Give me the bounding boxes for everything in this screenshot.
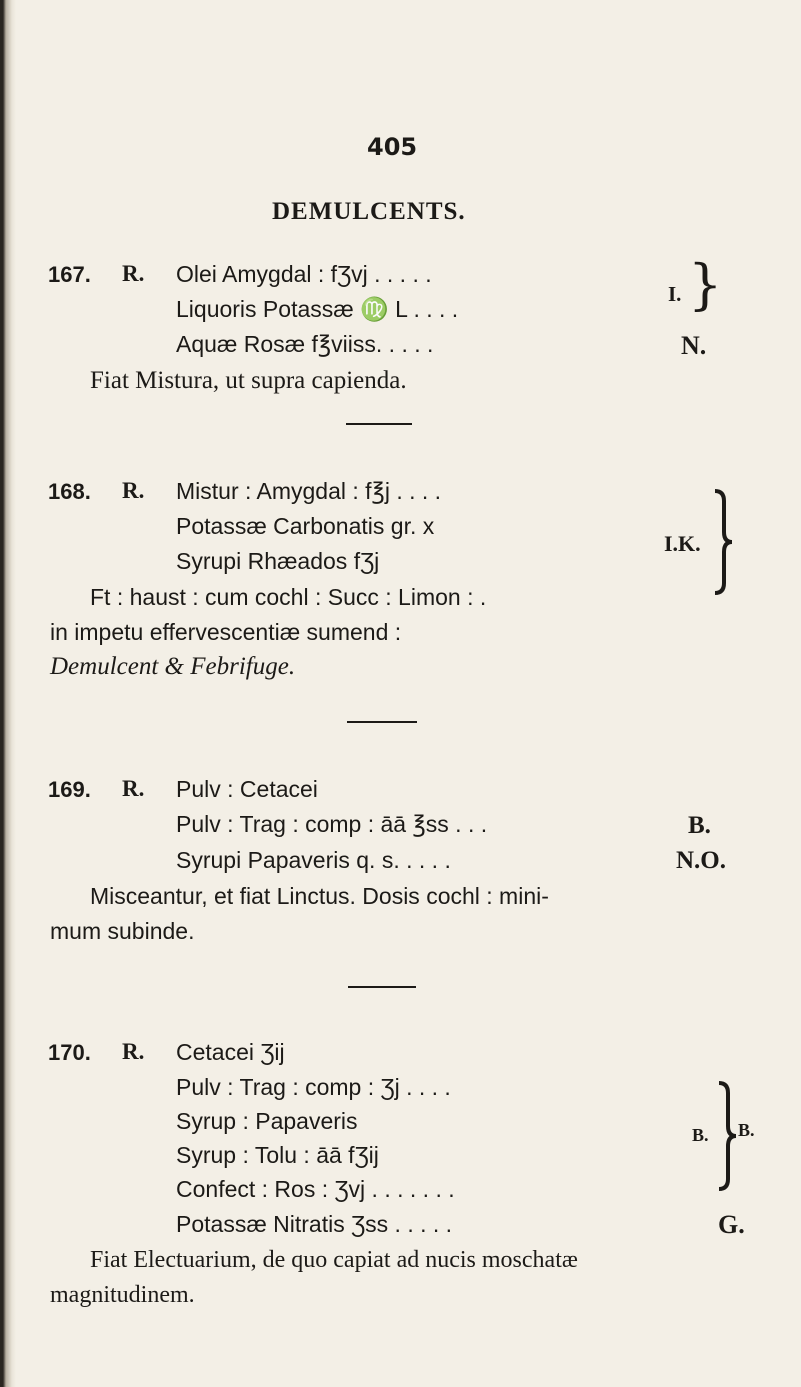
ingredient-line: Aquæ Rosæ f℥viiss. . . . . — [176, 331, 434, 357]
ingredient-line: Pulv : Cetacei — [176, 776, 318, 802]
recipe-directions: in impetu effervescentiæ sumend : — [50, 619, 402, 645]
prescriber-initials: I.K. — [664, 531, 701, 556]
ingredient-line: Syrup : Tolu : āā fƷij — [176, 1142, 379, 1168]
ingredient-line: Potassæ Carbonatis gr. x — [176, 513, 435, 539]
recipe-symbol: R. — [122, 776, 145, 801]
brace-icon: } — [688, 253, 723, 316]
recipe-directions: Fiat Mistura, ut supra capienda. — [90, 367, 407, 394]
ingredient-line: Olei Amygdal : fƷvj . . . . . — [176, 261, 432, 287]
recipe-directions: mum subinde. — [50, 918, 195, 944]
recipe-directions: Fiat Electuarium, de quo capiat ad nucis moschatæ — [90, 1247, 578, 1273]
ingredient-line: Confect : Ros : Ʒvj . . . . . . . — [176, 1176, 455, 1202]
recipe-purpose: Demulcent & Febrifuge. — [50, 653, 296, 680]
ingredient-line: Pulv : Trag : comp : Ʒj . . . . — [176, 1074, 451, 1100]
prescriber-initials: G. — [718, 1210, 745, 1239]
recipe-symbol: R. — [122, 1039, 145, 1064]
section-divider — [348, 986, 416, 988]
recipe-directions: Ft : haust : cum cochl : Succ : Limon : . — [90, 584, 487, 610]
section-divider — [347, 721, 417, 723]
recipe-number: 170. — [48, 1040, 91, 1065]
prescriber-initials: B. — [738, 1120, 755, 1140]
prescriber-initials: B. — [688, 812, 711, 839]
prescriber-initials: I. — [668, 282, 682, 306]
ingredient-line: Syrup : Papaveris — [176, 1108, 358, 1134]
recipe-directions: Misceantur, et fiat Linctus. Dosis cochl : mini- — [90, 883, 549, 909]
ingredient-line: Cetacei Ʒij — [176, 1039, 285, 1065]
ingredient-line: Syrupi Papaveris q. s. . . . . — [176, 847, 451, 873]
ingredient-line: Pulv : Trag : comp : āā ℥ss . . . — [176, 811, 488, 837]
prescriber-initials: N. — [681, 331, 707, 360]
brace-icon — [712, 487, 734, 597]
recipe-directions: magnitudinem. — [50, 1282, 195, 1308]
recipe-symbol: R. — [122, 261, 145, 286]
brace-icon — [716, 1079, 738, 1193]
recipe-symbol: R. — [122, 478, 145, 503]
prescriber-initials: B. — [692, 1125, 709, 1145]
recipe-number: 167. — [48, 262, 91, 287]
recipe-number: 169. — [48, 777, 91, 802]
page-number: 405 — [367, 133, 418, 161]
ingredient-line: Mistur : Amygdal : f℥j . . . . — [176, 478, 442, 504]
ingredient-line: Liquoris Potassæ ♍ L . . . . — [176, 296, 459, 322]
ingredient-line: Syrupi Rhæados fƷj — [176, 548, 380, 574]
prescriber-initials: N.O. — [676, 847, 726, 874]
page-title: DEMULCENTS. — [272, 198, 466, 225]
page-binding-edge — [0, 0, 16, 1387]
section-divider — [346, 423, 412, 425]
recipe-number: 168. — [48, 479, 91, 504]
ingredient-line: Potassæ Nitratis Ʒss . . . . . — [176, 1211, 453, 1237]
